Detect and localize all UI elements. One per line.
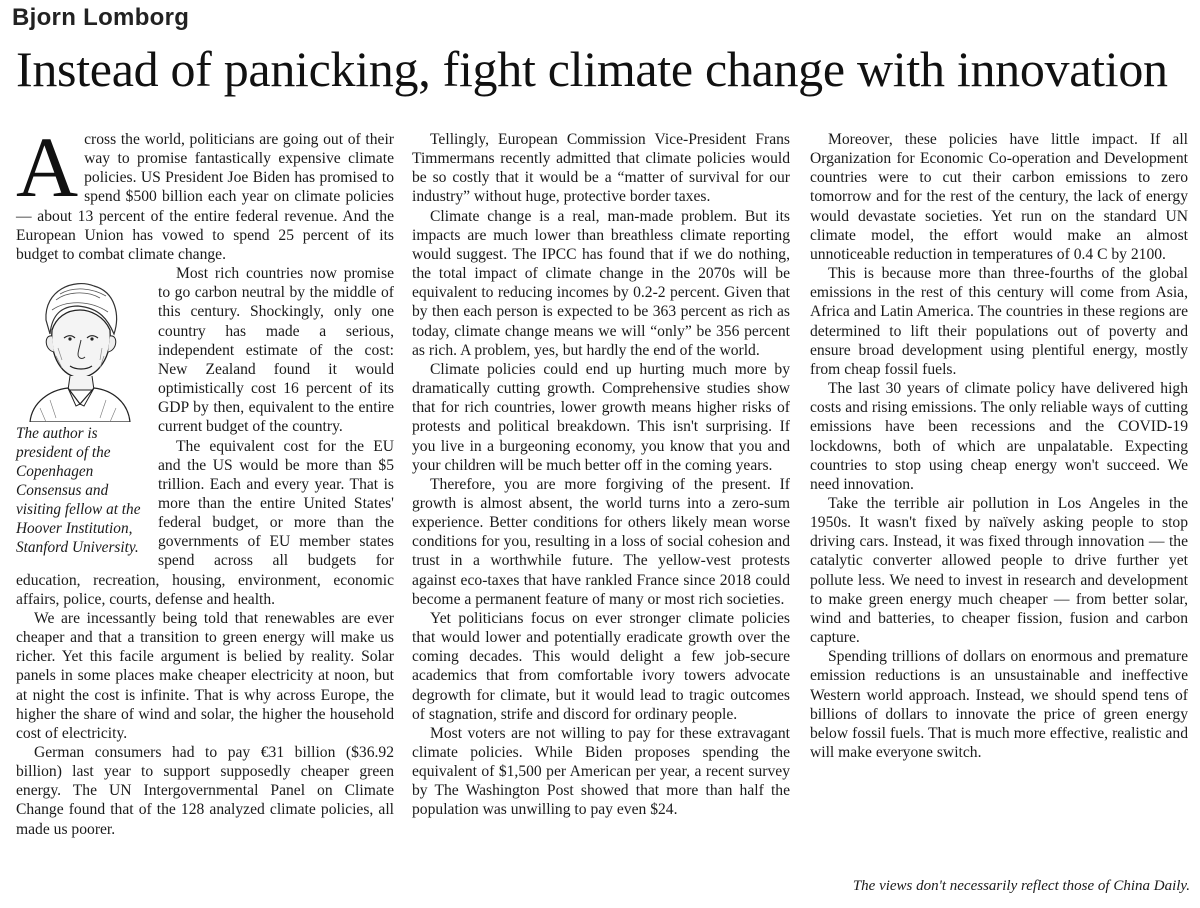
drop-cap: A — [16, 119, 79, 215]
article-paragraph: Yet politicians focus on ever stronger climate policies that would lower and potentially eradicate growth over the coming decades. This would delight a few job-secure academics that from comfortable ivory towers advocate degrowth for climate, but it would lead to tragic outcomes of stagnation, strife and discord for ordinary people. — [412, 609, 790, 723]
article-paragraph: Tellingly, European Commission Vice-President Frans Timmermans recently admitted that climate policies would be so costly that it would be a “matter of survival for our industry” without huge, protective border taxes. — [412, 131, 790, 206]
article-paragraph: Most rich countries now promise to go carbon neutral by the middle of this century. Shockingly, only one country has made a serious, independent estimate of the cost: New Zealand found it would optimistically cost 16 percent of its GDP by then, equivalent to the entire current budget of the country. — [158, 265, 394, 436]
article-paragraph: The last 30 years of climate policy have delivered high costs and rising emissions. The only reliable ways of cutting emissions have been recessions and the COVID-19 lockdowns, both of which are unpalatable. Expecting countries to stop using cheap energy won't succeed. We need innovation. — [810, 380, 1188, 493]
article-paragraph: We are incessantly being told that renewables are ever cheaper and that a transition to green energy will make us richer. Yet this facile argument is belied by reality. Solar panels in some places make cheaper electricity at noon, but at night the cost is infinite. That is why across Europe, the higher the share of wind and solar, the higher the household cost of electricity. — [16, 609, 394, 742]
article-paragraph: Moreover, these policies have little impact. If all Organization for Economic Co-operation and Development countries were to cut their carbon emissions to zero tomorrow and for the rest of the century, the lack of energy would devastate societies. Yet run on the standard UN climate model, the effort would make an almost unnoticeable reduction in temperatures of 0.4 C by 2100. — [810, 131, 1188, 263]
article-paragraph: Take the terrible air pollution in Los Angeles in the 1950s. It wasn't fixed by naïvely asking people to stop driving cars. Instead, it was fixed through innovation — the catalytic converter allowed people to drive further yet pollute less. We need to invest in research and development to make green energy much cheaper — from better solar, wind and batteries, to cheaper fission, fusion and carbon capture. — [810, 494, 1188, 647]
article-column-2 — [412, 130, 790, 820]
article-paragraph: cross the world, politicians are going out of their way to promise fantastically expensive climate policies. US President Joe Biden has promised to spend $500 billion each year on climate policies — about 13 percent of the entire federal revenue. And the European Union has vowed to spend 25 percent of its budget to combat climate change. — [16, 131, 394, 263]
portrait-caption: The author is president of the Copenhagen Consensus and visiting fellow at the Hoover Institution, Stanford University. — [16, 425, 141, 557]
article-headline: Instead of panicking, fight climate change with innovation — [16, 41, 1168, 97]
author-byline: Bjorn Lomborg — [12, 4, 190, 31]
article-paragraph: The equivalent cost for the EU and the US would be more than $5 trillion. Each and every year. That is more than the entire United States' federal budget, or more than the governments of EU member states spend across all budgets for education, recreation, housing, environment, economic affairs, police, courts, defense and health. — [16, 437, 394, 608]
article-paragraph: Therefore, you are more forgiving of the present. If growth is almost absent, the world turns into a zero-sum experience. Better conditions for others likely mean worse conditions for you, resulting in a loss of social cohesion and trust in a worthwhile future. The yellow-vest protests against eco-taxes that have rankled France since 2018 could become a permanent feature of many or most rich societies. — [412, 475, 790, 608]
article-column-3 — [810, 130, 1188, 762]
author-portrait-block — [16, 272, 146, 557]
disclaimer-note: The views don't necessarily reflect those of China Daily. — [852, 878, 1190, 894]
author-portrait — [16, 272, 140, 422]
article-paragraph: German consumers had to pay €31 billion ($36.92 billion) last year to support supposedly cheaper green energy. The UN Intergovernmental Panel on Climate Change found that of the 128 analyzed climate policies, all made us poorer. — [16, 744, 394, 838]
article-paragraph: Most voters are not willing to pay for these extravagant climate policies. While Biden proposes spending the equivalent of $1,500 per American per year, a recent survey by The Washington Post showed that more than half the population was unwilling to pay even $24. — [412, 724, 790, 819]
article-paragraph: This is because more than three-fourths of the global emissions in the rest of this century will come from Asia, Africa and Latin America. The countries in these regions are determined to lift their populations out of poverty and ensure broad development using plentiful energy, mostly from cheap fossil fuels. — [810, 265, 1188, 378]
article-paragraph: Climate policies could end up hurting much more by dramatically cutting growth. Comprehensive studies show that for rich countries, lower growth means higher risks of protests and political breakdown. This isn't surprising. If you live in a burgeoning economy, you know that you and your children will be much better off in the coming years. — [412, 360, 790, 474]
article-paragraph: Spending trillions of dollars on enormous and premature emission reductions is an unsustainable and ineffective Western world approach. Instead, we should spend tens of billions of dollars to innovate the price of green energy below fossil fuels. That is much more effective, realistic and will make everyone switch. — [810, 648, 1188, 761]
article-paragraph: Climate change is a real, man-made problem. But its impacts are much lower than breathless climate reporting would suggest. The IPCC has found that if we do nothing, the total impact of climate change in the 2070s will be equivalent to reducing incomes by 0.2-2 percent. Given that by then each person is expected to be 363 percent as rich as today, climate change means we will “only” be 356 percent as rich. A problem, yes, but hardly the end of the world. — [412, 207, 790, 359]
article-column-1 — [16, 119, 394, 839]
